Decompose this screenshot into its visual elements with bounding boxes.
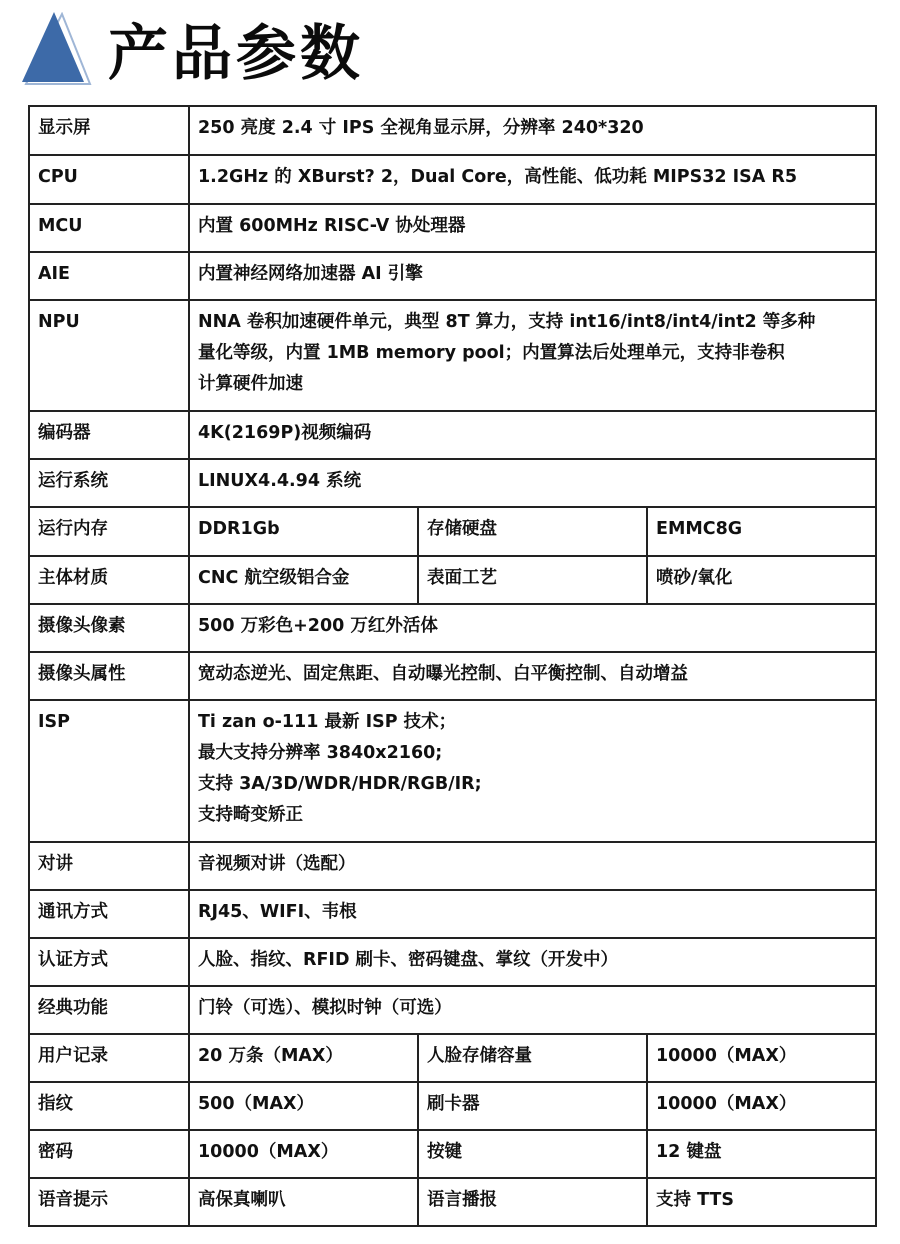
value-line: 计算硬件加速 [198, 374, 303, 394]
row-value: 250 亮度 2.4 寸 IPS 全视角显示屏，分辨率 240*320 [189, 106, 876, 155]
row-value-2: 12 键盘 [647, 1130, 876, 1178]
row-label-2: 表面工艺 [418, 556, 647, 604]
row-value [189, 700, 876, 842]
table-row [29, 252, 876, 300]
row-value: RJ45、WIFI、韦根 [189, 890, 876, 938]
table-row [29, 411, 876, 459]
page-title: 产品参数 [108, 19, 364, 89]
row-value: 内置 600MHz RISC-V 协处理器 [189, 204, 876, 252]
spec-table [28, 105, 877, 1227]
row-value-2: EMMC8G [647, 507, 876, 556]
page-header [0, 0, 900, 105]
value-line: Ti zan o-111 最新 ISP 技术； [198, 712, 457, 732]
row-label: AIE [29, 252, 189, 300]
row-label: 显示屏 [29, 106, 189, 155]
row-value: 10000（MAX） [189, 1130, 418, 1178]
row-value-2: 喷砂/氧化 [647, 556, 876, 604]
row-label: 语音提示 [29, 1178, 189, 1226]
table-row [29, 700, 876, 842]
table-row [29, 459, 876, 507]
row-label: ISP [29, 700, 189, 842]
table-row [29, 890, 876, 938]
row-value: 500（MAX） [189, 1082, 418, 1130]
row-value: 音视频对讲（选配） [189, 842, 876, 890]
table-row [29, 556, 876, 604]
table-row [29, 300, 876, 411]
row-value: 门铃（可选）、模拟时钟（可选） [189, 986, 876, 1034]
table-row [29, 652, 876, 700]
row-label: NPU [29, 300, 189, 411]
row-label: 运行内存 [29, 507, 189, 556]
row-label: 指纹 [29, 1082, 189, 1130]
row-label: 通讯方式 [29, 890, 189, 938]
table-row [29, 842, 876, 890]
value-line: NNA 卷积加速硬件单元，典型 8T 算力，支持 int16/int8/int4/int2 等多种 [198, 312, 816, 332]
row-label-2: 人脸存储容量 [418, 1034, 647, 1082]
table-row [29, 155, 876, 204]
row-label-2: 存储硬盘 [418, 507, 647, 556]
row-value: 宽动态逆光、固定焦距、自动曝光控制、白平衡控制、自动增益 [189, 652, 876, 700]
row-label-2: 刷卡器 [418, 1082, 647, 1130]
table-row [29, 204, 876, 252]
row-label: 摄像头属性 [29, 652, 189, 700]
row-value: 500 万彩色+200 万红外活体 [189, 604, 876, 652]
row-value [189, 300, 876, 411]
row-value: DDR1Gb [189, 507, 418, 556]
row-value-2: 10000（MAX） [647, 1034, 876, 1082]
table-row [29, 1130, 876, 1178]
row-value: 1.2GHz 的 XBurst? 2，Dual Core，高性能、低功耗 MIPS32 ISA R5 [189, 155, 876, 204]
row-label-2: 按键 [418, 1130, 647, 1178]
value-line: 量化等级，内置 1MB memory pool；内置算法后处理单元，支持非卷积 [198, 343, 785, 363]
table-row [29, 1178, 876, 1226]
row-value-2: 10000（MAX） [647, 1082, 876, 1130]
row-label-2: 语言播报 [418, 1178, 647, 1226]
row-value: 4K(2169P)视频编码 [189, 411, 876, 459]
row-label: CPU [29, 155, 189, 204]
row-value-2: 支持 TTS [647, 1178, 876, 1226]
blue-triangle-icon [22, 12, 96, 90]
row-value: 高保真喇叭 [189, 1178, 418, 1226]
value-line: 支持 3A/3D/WDR/HDR/RGB/IR; [198, 774, 482, 794]
row-value: CNC 航空级铝合金 [189, 556, 418, 604]
row-label: MCU [29, 204, 189, 252]
table-row [29, 604, 876, 652]
row-label: 编码器 [29, 411, 189, 459]
row-label: 用户记录 [29, 1034, 189, 1082]
row-label: 经典功能 [29, 986, 189, 1034]
row-value: 人脸、指纹、RFID 刷卡、密码键盘、掌纹（开发中） [189, 938, 876, 986]
row-label: 对讲 [29, 842, 189, 890]
row-label: 密码 [29, 1130, 189, 1178]
value-line: 最大支持分辨率 3840x2160; [198, 743, 443, 763]
row-label: 摄像头像素 [29, 604, 189, 652]
row-value: 20 万条（MAX） [189, 1034, 418, 1082]
table-row [29, 507, 876, 556]
row-label: 认证方式 [29, 938, 189, 986]
table-row [29, 1034, 876, 1082]
table-row [29, 938, 876, 986]
table-row [29, 106, 876, 155]
row-label: 主体材质 [29, 556, 189, 604]
table-row [29, 1082, 876, 1130]
row-label: 运行系统 [29, 459, 189, 507]
table-row [29, 986, 876, 1034]
row-value: LINUX4.4.94 系统 [189, 459, 876, 507]
value-line: 支持畸变矫正 [198, 805, 303, 825]
row-value: 内置神经网络加速器 AI 引擎 [189, 252, 876, 300]
